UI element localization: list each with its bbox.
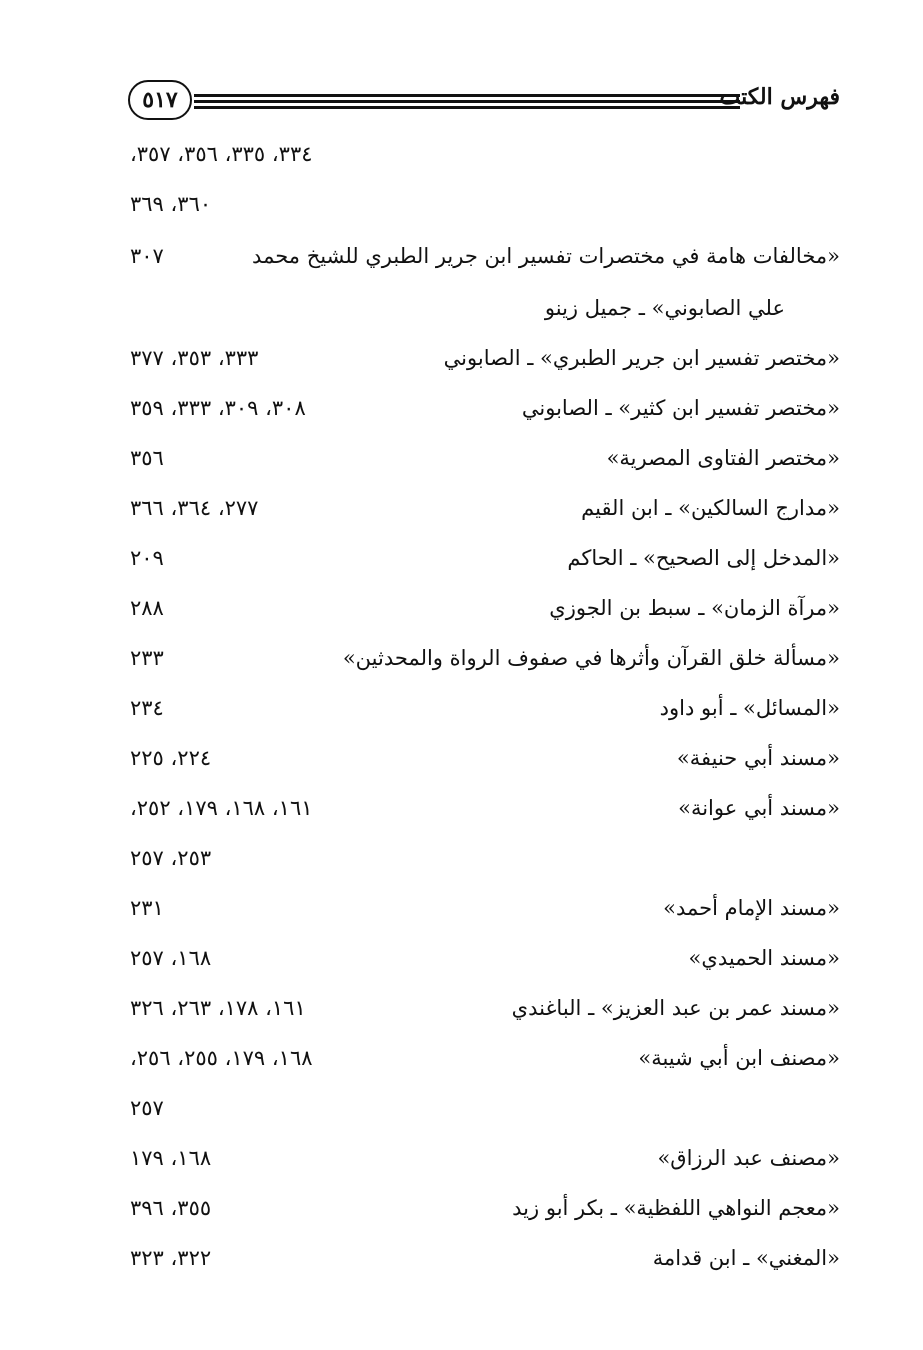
page-refs: ٣٦٠، ٣٦٩ [130,192,212,216]
book-title: «مختصر الفتاوى المصرية» [606,446,840,470]
page-header [120,78,840,128]
page-refs: ٢٥٣، ٢٥٧ [130,846,212,870]
page-number-badge: ٥١٧ [128,80,192,120]
page-refs: ٣٠٧ [130,244,164,268]
index-entry [130,1242,840,1282]
index-entry [130,692,840,732]
index-entry [130,342,840,382]
page-refs: ٣٥٥، ٣٩٦ [130,1196,212,1220]
page-refs: ٣٠٨، ٣٠٩، ٣٣٣، ٣٥٩ [130,396,306,420]
index-entry [130,442,840,482]
index-entry [130,1042,840,1082]
book-title: «مسند الإمام أحمد» [663,896,840,920]
index-entry [130,292,840,332]
book-title: «مسند عمر بن عبد العزيز» ـ الباغندي [511,996,840,1020]
page-refs: ١٦٨، ١٧٩ [130,1146,212,1170]
book-title: «مصنف عبد الرزاق» [657,1146,840,1170]
index-entry [130,542,840,582]
page-refs: ٢٠٩ [130,546,164,570]
index-entry [130,942,840,982]
page-refs: ٢٢٤، ٢٢٥ [130,746,212,770]
index-entry [130,792,840,832]
book-title: «المغني» ـ ابن قدامة [652,1246,840,1270]
book-title: «المدخل إلى الصحيح» ـ الحاكم [567,546,840,570]
section-title: فهرس الكتب [719,84,840,110]
book-title: «مسند الحميدي» [688,946,840,970]
book-title: «مرآة الزمان» ـ سبط بن الجوزي [549,596,840,620]
index-entry [130,992,840,1032]
index-entry [130,1142,840,1182]
book-title: «مختصر تفسير ابن جرير الطبري» ـ الصابوني [443,346,840,370]
page-refs: ٣٣٣، ٣٥٣، ٣٧٧ [130,346,259,370]
index-entry [130,188,840,228]
index-entry [130,742,840,782]
page-refs: ٣٢٢، ٣٢٣ [130,1246,212,1270]
page-refs: ٢٣٤ [130,696,164,720]
page-refs: ٢٣١ [130,896,164,920]
header-rule [194,94,740,97]
page-refs: ٢٣٣ [130,646,164,670]
index-entry [130,492,840,532]
index-entry [130,240,840,280]
book-title: «مسألة خلق القرآن وأثرها في صفوف الرواة والمحدثين» [342,646,840,670]
book-title: «مسند أبي عوانة» [678,796,840,820]
index-entry [130,1092,840,1132]
index-entry [130,1192,840,1232]
page-refs: ٢٧٧، ٣٦٤، ٣٦٦ [130,496,259,520]
book-title: «المسائل» ـ أبو داود [659,696,840,720]
index-entry [130,138,840,178]
index-entry [130,392,840,432]
book-title-continuation: علي الصابوني» ـ جميل زينو [544,296,785,320]
book-title: «معجم النواهي اللفظية» ـ بكر أبو زيد [512,1196,840,1220]
page-refs: ٣٣٤، ٣٣٥، ٣٥٦، ٣٥٧، [130,142,313,166]
book-title: «مصنف ابن أبي شيبة» [638,1046,840,1070]
index-entry [130,592,840,632]
index-entry [130,642,840,682]
index-entry [130,842,840,882]
page-refs: ١٦١، ١٧٨، ٢٦٣، ٣٢٦ [130,996,306,1020]
page-refs: ٢٥٧ [130,1096,164,1120]
header-rule [194,106,740,109]
header-rule [194,100,740,103]
page-refs: ١٦٨، ١٧٩، ٢٥٥، ٢٥٦، [130,1046,313,1070]
book-title: «مسند أبي حنيفة» [676,746,840,770]
page-refs: ١٦٨، ٢٥٧ [130,946,212,970]
page-refs: ٣٥٦ [130,446,164,470]
index-entry [130,892,840,932]
page-refs: ٢٨٨ [130,596,164,620]
book-title: «مدارج السالكين» ـ ابن القيم [581,496,840,520]
page-refs: ١٦١، ١٦٨، ١٧٩، ٢٥٢، [130,796,313,820]
book-title: «مخالفات هامة في مختصرات تفسير ابن جرير الطبري للشيخ محمد [252,244,840,268]
book-title: «مختصر تفسير ابن كثير» ـ الصابوني [521,396,840,420]
